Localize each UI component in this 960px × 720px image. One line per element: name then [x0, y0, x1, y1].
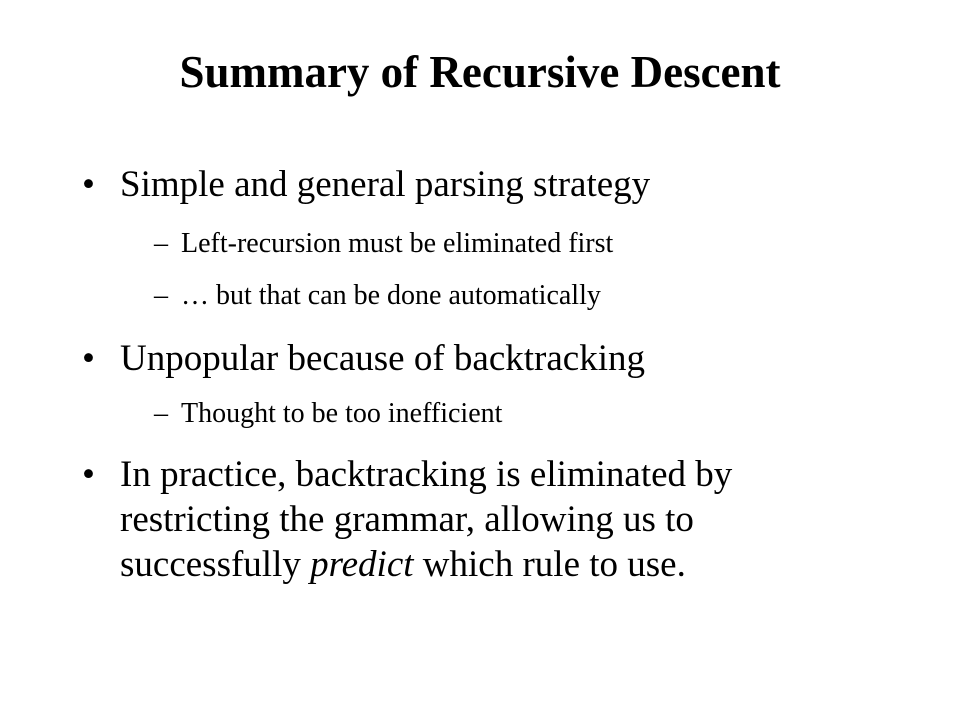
- bullet-text-line: In practice, backtracking is eliminated by: [120, 454, 733, 495]
- sub-bullet-item: [154, 278, 854, 314]
- bullet-text-line: [120, 542, 882, 587]
- sub-bullet-item: [154, 226, 854, 262]
- bullet-text: Unpopular because of backtracking: [120, 338, 645, 379]
- bullet-marker: •: [82, 338, 95, 379]
- bullet-text: [120, 452, 882, 587]
- bullet-item: [82, 336, 882, 381]
- dash-marker: –: [154, 280, 168, 311]
- sub-bullet-text: … but that can be done automatically: [181, 280, 601, 311]
- slide-title: Summary of Recursive Descent: [179, 47, 781, 97]
- bullet-marker: •: [82, 454, 95, 495]
- bullet-text-line: restricting the grammar, allowing us to: [120, 499, 694, 540]
- bullet-item: [82, 452, 882, 587]
- bullet-item: [82, 162, 882, 207]
- sub-bullet-text: Left-recursion must be eliminated first: [181, 228, 614, 259]
- emphasized-word: predict: [310, 544, 414, 585]
- bullet-text: Simple and general parsing strategy: [120, 164, 651, 205]
- bullet-marker: •: [82, 164, 95, 205]
- sub-bullet-item: [154, 396, 854, 432]
- bullet-text-fragment: which rule to use.: [413, 544, 686, 585]
- bullet-text-fragment: successfully: [120, 544, 311, 585]
- dash-marker: –: [154, 398, 168, 429]
- dash-marker: –: [154, 228, 168, 259]
- sub-bullet-text: Thought to be too inefficient: [181, 398, 503, 429]
